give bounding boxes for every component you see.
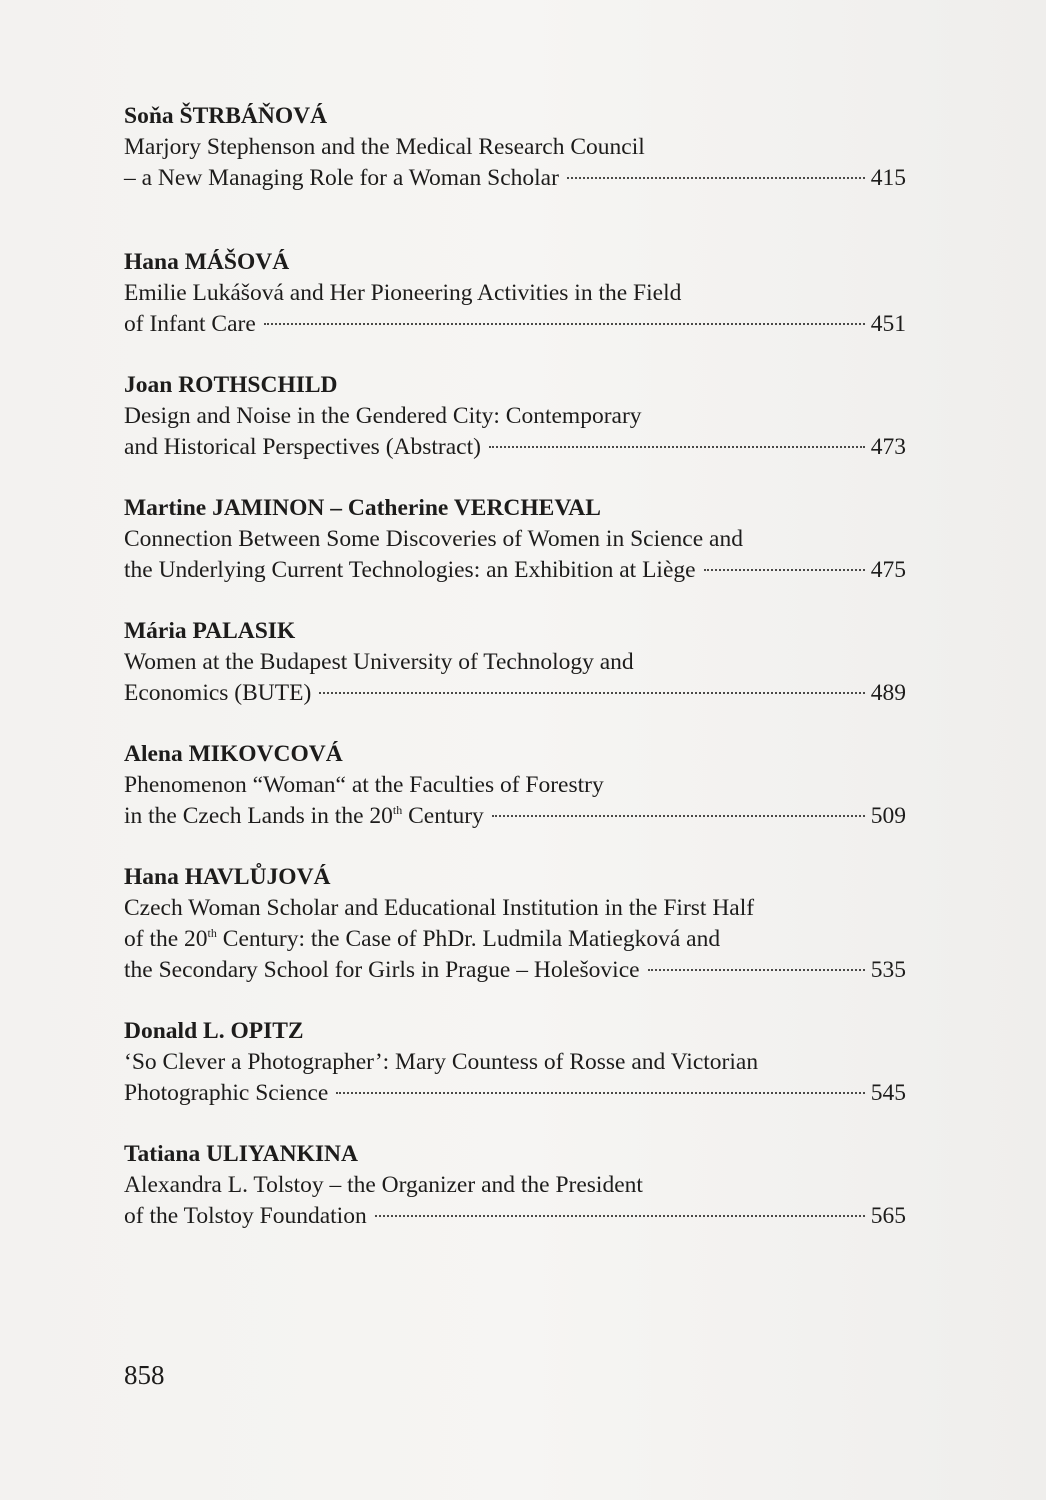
entry-title-text: of Infant Care [124,311,256,337]
toc-entry [124,101,906,194]
entry-page-number: 473 [870,434,906,460]
entry-title-last-line [124,432,906,463]
dot-leader [704,569,865,571]
entry-author: Donald L. OPITZ [124,1018,304,1044]
entry-title-text: Photographic Science [124,1080,329,1106]
entry-title-last-line [124,1201,906,1232]
toc-entry [124,493,906,586]
entry-title-line: Alexandra L. Tolstoy – the Organizer and the President [124,1172,643,1198]
toc-entries [124,101,906,1232]
entry-title-line: Marjory Stephenson and the Medical Research Council [124,134,645,160]
entry-page-number: 415 [870,165,906,191]
entry-title-last-line [124,1078,906,1109]
entry-title-text: and Historical Perspectives (Abstract) [124,434,481,460]
dot-leader [489,446,865,448]
toc-entry [124,247,906,340]
entry-title-line: Women at the Budapest University of Technology and [124,649,634,675]
entry-title-last-line [124,801,906,832]
entry-title-text: – a New Managing Role for a Woman Scholar [124,165,559,191]
entry-page-number: 565 [870,1203,906,1229]
entry-title-last-line [124,309,906,340]
ordinal-superscript: th [392,803,403,818]
entry-page-number: 475 [870,557,906,583]
entry-title-text-part: of the 20 [124,926,208,952]
entry-author: Martine JAMINON – Catherine VERCHEVAL [124,495,601,521]
toc-entry [124,739,906,832]
entry-title-line: Czech Woman Scholar and Educational Institution in the First Half [124,895,755,921]
entry-author: Mária PALASIK [124,618,296,644]
dot-leader [375,1215,865,1217]
entry-author: Soňa ŠTRBÁŇOVÁ [124,103,328,129]
toc-entry [124,616,906,709]
entry-page-number: 535 [870,957,906,983]
entry-page-number: 509 [870,803,906,829]
entry-page-number: 489 [870,680,906,706]
entry-author: Joan ROTHSCHILD [124,372,338,398]
entry-author: Hana HAVLŮJOVÁ [124,864,331,890]
entry-title-line: Phenomenon “Woman“ at the Faculties of Forestry [124,772,604,798]
entry-title-last-line [124,678,906,709]
entry-title-text-part: Century [402,803,484,829]
entry-title-text: of the Tolstoy Foundation [124,1203,367,1229]
dot-leader [492,815,865,817]
dot-leader [567,177,865,179]
entry-page-number: 451 [870,311,906,337]
entry-title-text-part: Century: the Case of PhDr. Ludmila Matiegková and [216,926,721,952]
dot-leader [264,323,865,325]
entry-title-line: ‘So Clever a Photographer’: Mary Countess of Rosse and Victorian [124,1049,759,1075]
dot-leader [336,1092,864,1094]
entry-title-line [124,924,906,955]
entry-title-text [124,801,484,832]
toc-entry [124,1016,906,1109]
entry-title-text-part: in the Czech Lands in the 20 [124,803,393,829]
dot-leader [319,692,864,694]
toc-entry [124,862,906,986]
entry-title-line: Emilie Lukášová and Her Pioneering Activities in the Field [124,280,682,306]
dot-leader [648,969,865,971]
toc-entry [124,1139,906,1232]
page-number: 858 [124,1360,165,1390]
entry-author: Tatiana ULIYANKINA [124,1141,358,1167]
toc-entry [124,370,906,463]
entry-title-last-line [124,555,906,586]
entry-title-last-line [124,955,906,986]
entry-author: Alena MIKOVCOVÁ [124,741,343,767]
entry-author: Hana MÁŠOVÁ [124,249,290,275]
entry-page-number: 545 [870,1080,906,1106]
entry-title-line: Design and Noise in the Gendered City: Contemporary [124,403,642,429]
ordinal-superscript: th [207,926,217,941]
entry-title-text: the Secondary School for Girls in Prague – Holešovice [124,957,640,983]
entry-title-line: Connection Between Some Discoveries of Women in Science and [124,526,743,552]
entry-title-last-line [124,163,906,194]
entry-title-text: the Underlying Current Technologies: an Exhibition at Liège [124,557,696,583]
entry-title-text: Economics (BUTE) [124,680,312,706]
